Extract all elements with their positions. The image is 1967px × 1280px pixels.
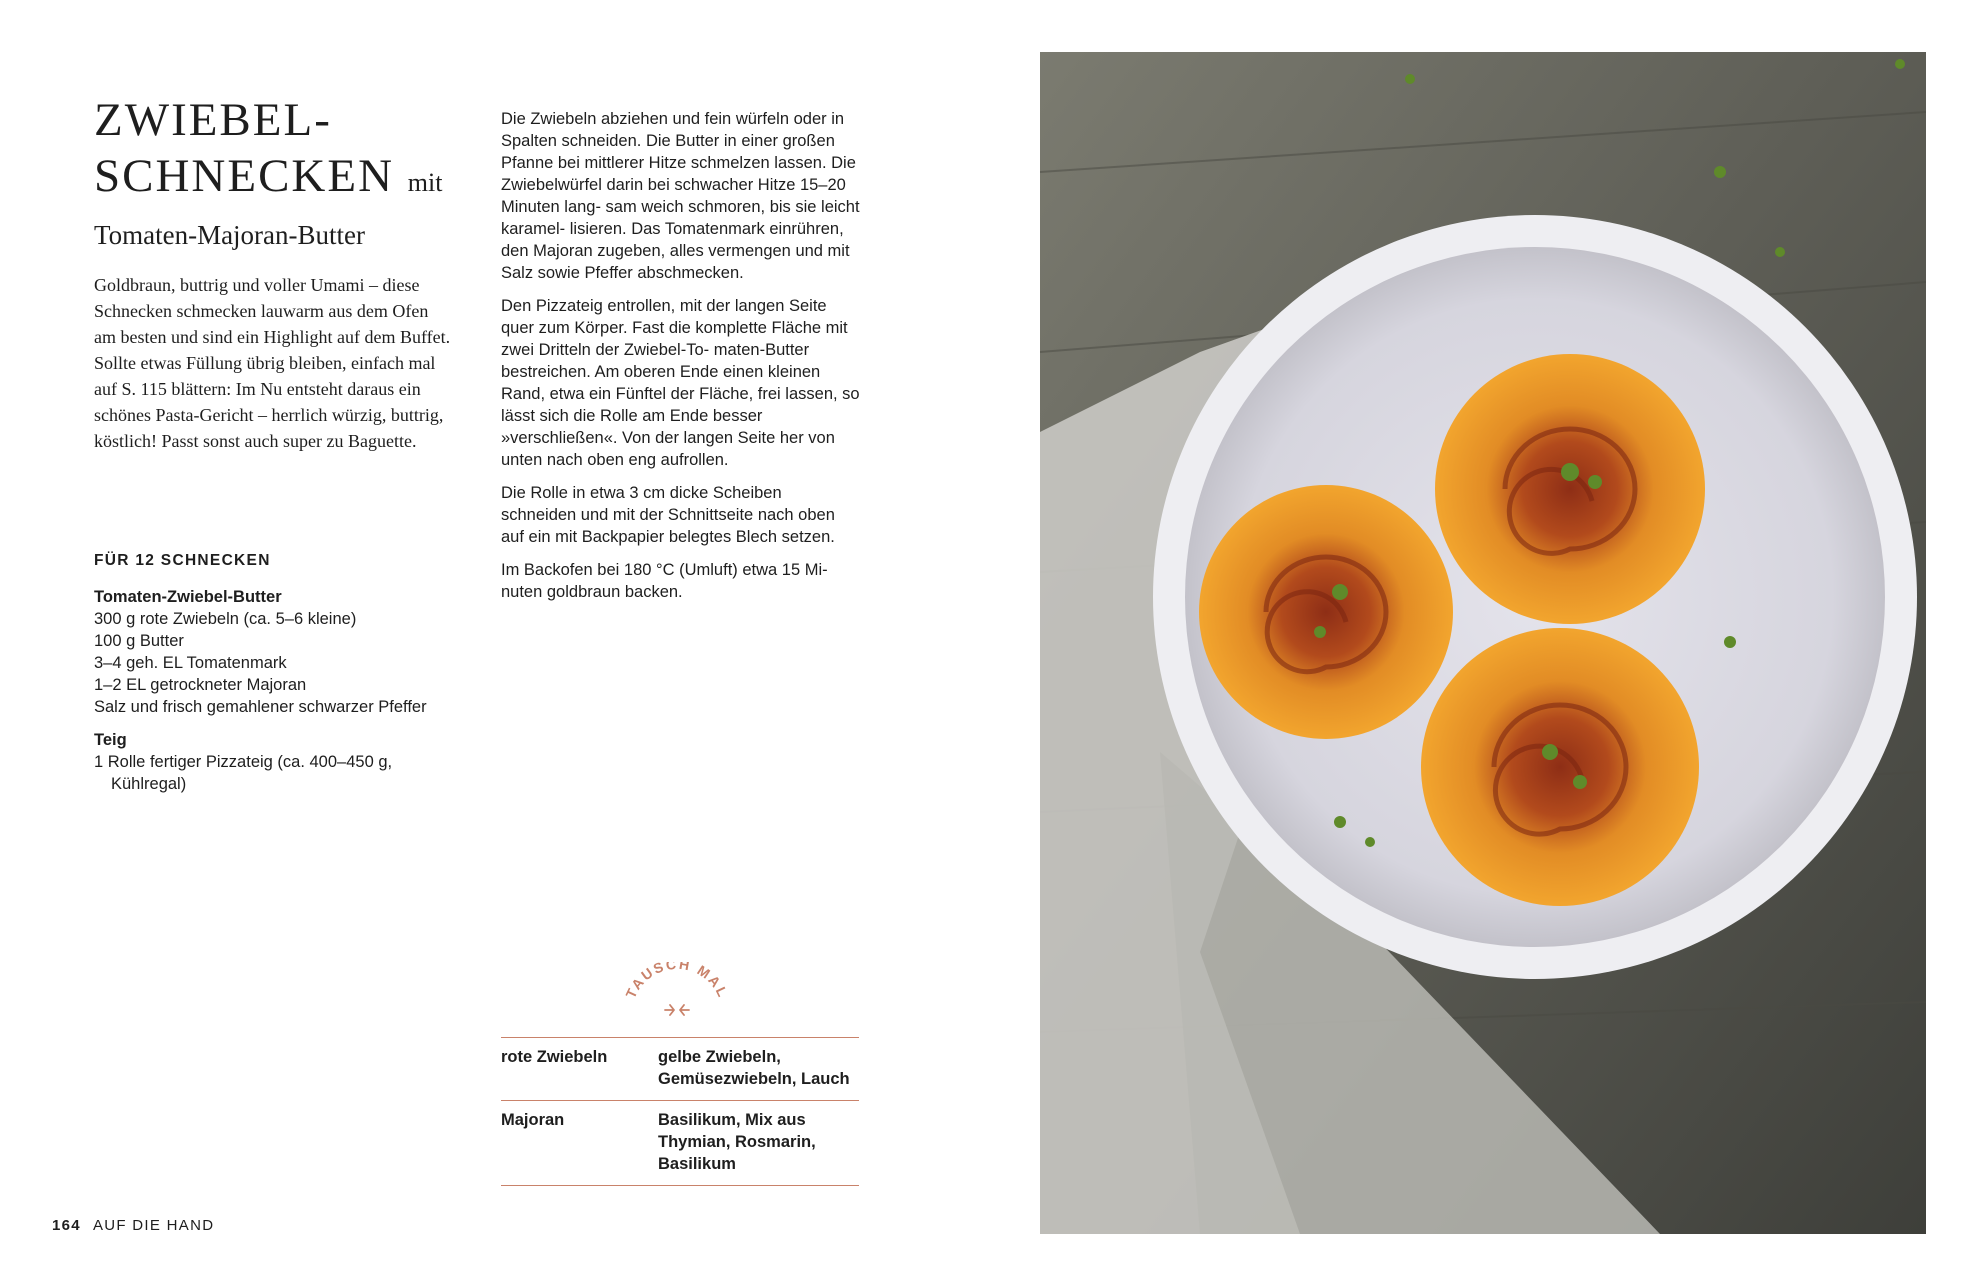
- swap-alternatives: gelbe Zwiebeln, Gemüsezwiebeln, Lauch: [658, 1048, 850, 1088]
- ingredient-list: [94, 586, 444, 795]
- ingredient-group-title: Teig: [94, 731, 127, 749]
- ingredient-item: 300 g rote Zwiebeln (ca. 5–6 kleine): [94, 610, 357, 628]
- swap-original: rote Zwiebeln: [501, 1048, 608, 1066]
- ingredient-item: 1 Rolle fertiger Pizzateig (ca. 400–450 g, Kühlregal): [94, 753, 393, 793]
- swap-row: [501, 1037, 859, 1100]
- page-number: 164: [52, 1217, 81, 1234]
- ingredient-item: 1–2 EL getrockneter Majoran: [94, 676, 307, 694]
- tausch-mal-label: TAUSCH MAL: [622, 962, 732, 1001]
- ingredient-group-butter: [94, 586, 444, 718]
- swap-original: Majoran: [501, 1111, 565, 1129]
- page-footer: [52, 1217, 214, 1234]
- swap-row: [501, 1100, 859, 1186]
- swap-arrows-icon: [665, 1005, 689, 1015]
- step-2: Den Pizzateig entrollen, mit der langen Seite quer zum Körper. Fast die komplette Fläche mit zwei Dritteln der Zwiebel-To- maten-Butter bestreichen. Am oberen Ende einen kleinen Rand, etwa ein Fünftel der Fläche, frei lassen, so lässt sich die Rolle am Ende besser »verschließen«. Von der langen Seite her von unten nach oben eng aufrollen.: [501, 297, 860, 469]
- recipe-title: [94, 92, 514, 255]
- step-3: Die Rolle in etwa 3 cm dicke Scheiben schneiden und mit der Schnittseite nach oben auf ein mit Backpapier belegtes Blech setzen.: [501, 484, 835, 546]
- ingredient-group-dough: [94, 729, 444, 795]
- intro-text: Goldbraun, buttrig und voller Umami – diese Schnecken schmecken lauwarm aus dem Ofen am besten und sind ein Highlight auf dem Buffet. Sollte etwas Füllung übrig bleiben, einfach mal auf S. 115 blättern: Im Nu entsteht daraus ein schönes Pasta-Gericht – herrlich würzig, buttrig, köstlich! Passt sonst auch super zu Baguette.: [94, 275, 451, 451]
- ingredient-item: Salz und frisch gemahlener schwarzer Pfeffer: [94, 698, 427, 716]
- title-line-2: [94, 148, 514, 211]
- tausch-mal-badge: [618, 962, 736, 1024]
- section-name: AUF DIE HAND: [92, 1217, 215, 1234]
- title-line-2-text: SCHNECKEN: [94, 150, 395, 202]
- servings-heading: FÜR 12 SCHNECKEN: [94, 552, 271, 569]
- swap-table: [501, 1037, 859, 1186]
- step-4: Im Backofen bei 180 °C (Umluft) etwa 15 Mi- nuten goldbraun backen.: [501, 561, 828, 601]
- title-subtitle: Tomaten-Majoran-Butter: [94, 220, 366, 250]
- title-line-1: ZWIEBEL-: [94, 94, 332, 146]
- step-1: Die Zwiebeln abziehen und fein würfeln oder in Spalten schneiden. Die Butter in einer großen Pfanne bei mittlerer Hitze schmelzen lassen. Die Zwiebelwürfel darin bei schwacher Hitze 15–20 Minuten lang- sam weich schmoren, bis sie leicht karamel- lisieren. Das Tomatenmark einrühren, den Majoran zugeben, alles vermengen und mit Salz sowie Pfeffer abschmecken.: [501, 110, 860, 282]
- method-steps: [501, 108, 861, 614]
- ingredient-group-title: Tomaten-Zwiebel-Butter: [94, 588, 282, 606]
- swap-alternatives: Basilikum, Mix aus Thymian, Rosmarin, Basilikum: [658, 1111, 816, 1173]
- ingredient-item: 3–4 geh. EL Tomatenmark: [94, 654, 287, 672]
- onion-rolls-photo: [1040, 52, 1926, 1234]
- ingredient-item: 100 g Butter: [94, 632, 184, 650]
- title-mit: mit: [407, 168, 443, 197]
